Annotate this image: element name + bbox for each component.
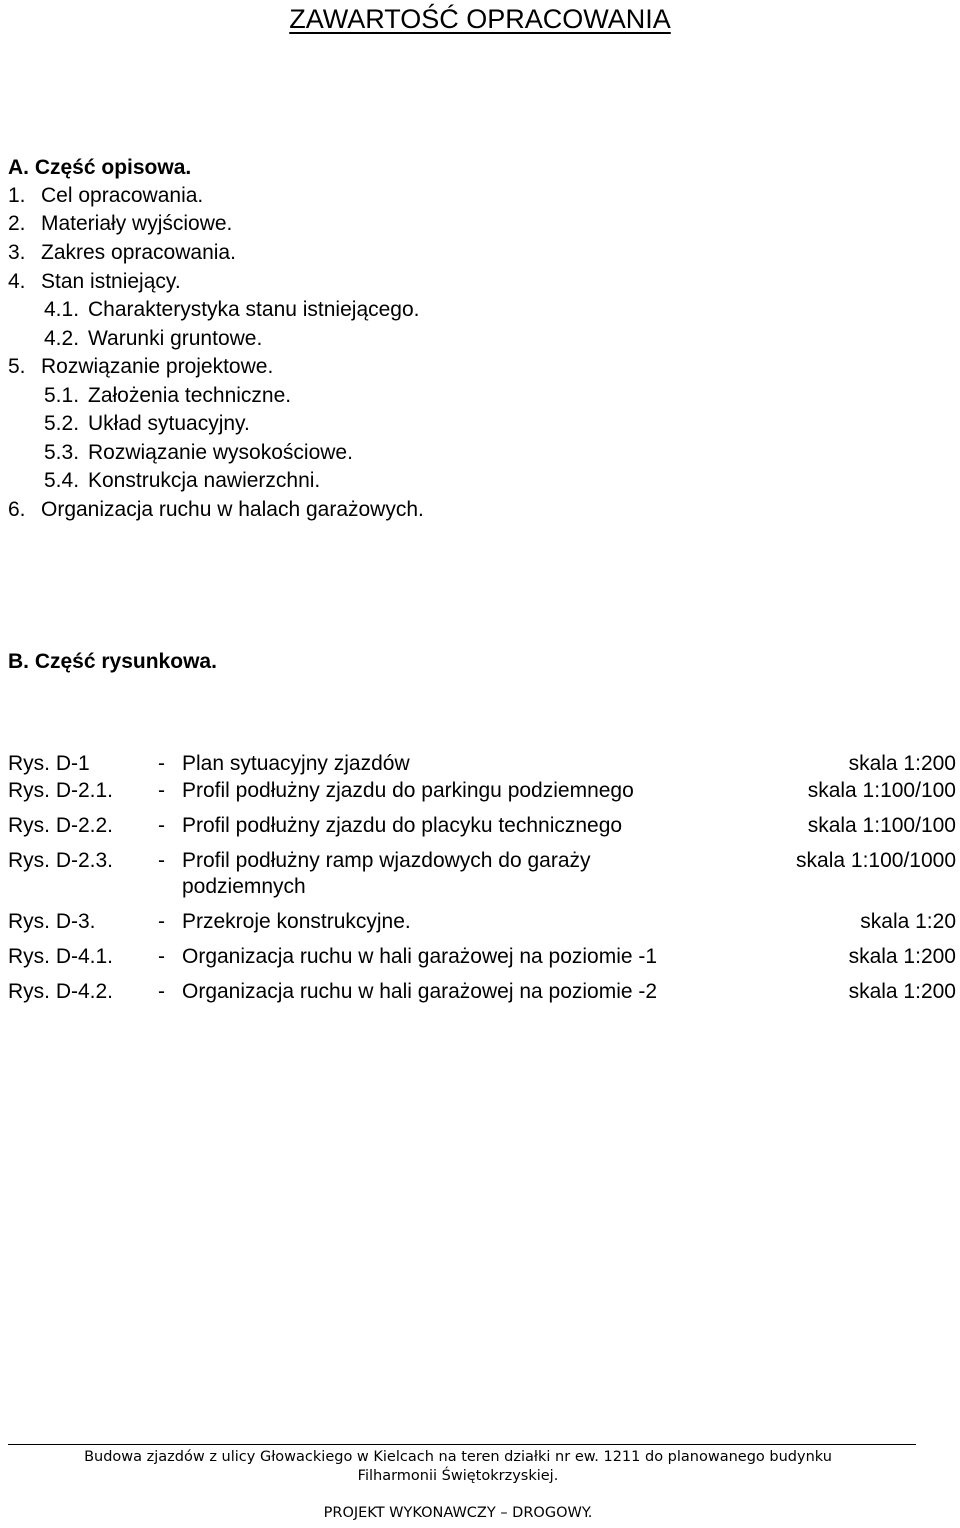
drawing-scale: skala 1:200 [848, 980, 956, 1003]
toc-number: 5.3. [44, 441, 80, 464]
toc-number: 6. [8, 498, 26, 521]
section-a-heading: A. Część opisowa. [8, 156, 192, 179]
toc-item [8, 210, 232, 238]
toc-label: Materiały wyjściowe. [41, 212, 233, 235]
drawing-scale: skala 1:100/100 [807, 814, 956, 837]
drawing-id: Rys. D-3. [8, 910, 96, 933]
toc-number: 3. [8, 241, 26, 264]
toc-number: 4.2. [44, 327, 80, 350]
drawing-description: Organizacja ruchu w hali garażowej na poziomie -1 [182, 945, 658, 968]
toc-item [8, 496, 424, 524]
drawing-scale: skala 1:200 [848, 945, 956, 968]
drawing-id: Rys. D-4.1. [8, 945, 114, 968]
drawing-description: Plan sytuacyjny zjazdów [182, 752, 410, 775]
drawing-scale: skala 1:100/1000 [796, 849, 956, 872]
toc-number: 5.2. [44, 412, 80, 435]
drawing-id: Rys. D-2.2. [8, 814, 114, 837]
toc-subitem [44, 296, 420, 324]
document-title: ZAWARTOŚĆ OPRACOWANIA [289, 4, 671, 34]
toc-number: 1. [8, 184, 26, 207]
toc-subitem [44, 325, 262, 353]
toc-label: Rozwiązanie wysokościowe. [88, 441, 353, 464]
drawing-dash: - [158, 849, 165, 872]
toc-item [8, 268, 181, 296]
toc-subitem [44, 382, 291, 410]
drawing-description: Profil podłużny zjazdu do placyku technicznego [182, 814, 623, 837]
toc-label: Założenia techniczne. [88, 384, 292, 407]
drawing-dash: - [158, 779, 165, 802]
footer-project-type: PROJEKT WYKONAWCZY – DROGOWY. [323, 1505, 593, 1521]
drawing-scale: skala 1:200 [848, 752, 956, 775]
toc-number: 5.4. [44, 469, 80, 492]
toc-label: Zakres opracowania. [41, 241, 236, 264]
toc-subitem [44, 439, 353, 467]
drawing-dash: - [158, 910, 165, 933]
drawing-dash: - [158, 945, 165, 968]
toc-label: Układ sytuacyjny. [88, 412, 250, 435]
toc-subitem [44, 467, 320, 495]
toc-item [8, 353, 273, 381]
drawing-description: Profil podłużny ramp wjazdowych do garaży podziemnych [182, 849, 591, 898]
toc-label: Rozwiązanie projektowe. [41, 355, 274, 378]
toc-label: Stan istniejący. [41, 270, 181, 293]
toc-label: Warunki gruntowe. [88, 327, 263, 350]
drawing-id: Rys. D-2.3. [8, 849, 114, 872]
footer-divider [8, 1444, 916, 1445]
drawing-dash: - [158, 814, 165, 837]
toc-label: Charakterystyka stanu istniejącego. [88, 298, 420, 321]
toc-item [8, 182, 203, 210]
toc-label: Organizacja ruchu w halach garażowych. [41, 498, 424, 521]
footer-project-line-2: Filharmonii Świętokrzyskiej. [357, 1468, 559, 1484]
toc-number: 2. [8, 212, 26, 235]
drawing-scale: skala 1:100/100 [807, 779, 956, 802]
toc-item [8, 239, 236, 267]
toc-number: 4.1. [44, 298, 80, 321]
toc-label: Konstrukcja nawierzchni. [88, 469, 321, 492]
drawing-description: Organizacja ruchu w hali garażowej na poziomie -2 [182, 980, 658, 1003]
toc-number: 5.1. [44, 384, 80, 407]
toc-subitem [44, 410, 250, 438]
drawing-description: Profil podłużny zjazdu do parkingu podziemnego [182, 779, 634, 802]
drawing-scale: skala 1:20 [860, 910, 956, 933]
drawing-dash: - [158, 752, 165, 775]
toc-label: Cel opracowania. [41, 184, 204, 207]
toc-number: 4. [8, 270, 26, 293]
drawing-id: Rys. D-1 [8, 752, 90, 775]
drawing-description: Przekroje konstrukcyjne. [182, 910, 411, 933]
drawing-dash: - [158, 980, 165, 1003]
toc-number: 5. [8, 355, 26, 378]
drawing-id: Rys. D-2.1. [8, 779, 114, 802]
section-b-heading: B. Część rysunkowa. [8, 650, 217, 673]
drawing-id: Rys. D-4.2. [8, 980, 114, 1003]
footer-project-line-1: Budowa zjazdów z ulicy Głowackiego w Kielcach na teren działki nr ew. 1211 do planowanego budynku [84, 1449, 832, 1465]
